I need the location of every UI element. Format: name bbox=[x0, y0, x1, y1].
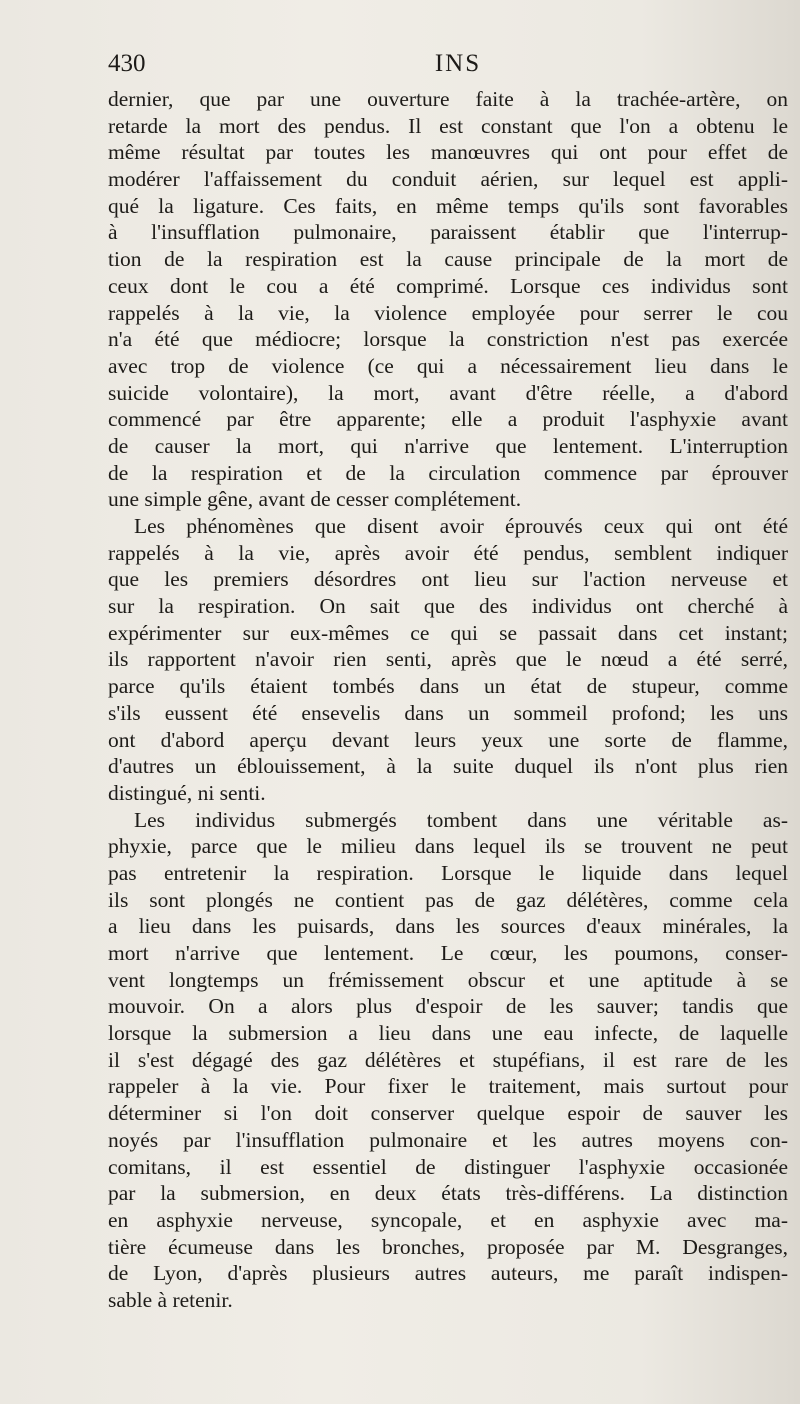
text-line: d'autres un éblouissement, à la suite duquel ils n'ont plus rien bbox=[108, 754, 788, 779]
text-line: sable à retenir. bbox=[108, 1287, 233, 1312]
text-line: ont d'abord aperçu devant leurs yeux une sorte de flamme, bbox=[108, 727, 788, 752]
text-line: Les individus submergés tombent dans une véritable as- bbox=[134, 807, 788, 832]
text-line: de la respiration et de la circulation commence par éprouver bbox=[108, 460, 788, 485]
text-line: n'a été que médiocre; lorsque la constriction n'est pas exercée bbox=[108, 327, 788, 352]
text-line: ils rapportent n'avoir rien senti, après que le nœud a été serré, bbox=[108, 647, 788, 672]
text-line: expérimenter sur eux-mêmes ce qui se passait dans cet instant; bbox=[108, 620, 788, 645]
page-number: 430 bbox=[108, 50, 146, 77]
text-line: noyés par l'insufflation pulmonaire et les autres moyens con- bbox=[108, 1127, 788, 1152]
text-line: ceux dont le cou a été comprimé. Lorsque ces individus sont bbox=[108, 273, 788, 298]
text-line: à l'insufflation pulmonaire, paraissent établir que l'interrup- bbox=[108, 220, 788, 245]
text-line: déterminer si l'on doit conserver quelque espoir de sauver les bbox=[108, 1101, 788, 1126]
page-header bbox=[108, 50, 788, 84]
text-line: de causer la mort, qui n'arrive que lentement. L'interruption bbox=[108, 433, 788, 458]
text-line: Les phénomènes que disent avoir éprouvés ceux qui ont été bbox=[134, 514, 788, 538]
text-line: a lieu dans les puisards, dans les sources d'eaux minérales, la bbox=[108, 914, 788, 939]
text-line: il s'est dégagé des gaz délétères et stupéfians, il est rare de les bbox=[108, 1047, 788, 1072]
text-line: distingué, ni senti. bbox=[108, 780, 266, 805]
text-line: sur la respiration. On sait que des individus ont cherché à bbox=[108, 594, 788, 619]
text-line: suicide volontaire), la mort, avant d'être réelle, a d'abord bbox=[108, 380, 788, 405]
text-line: modérer l'affaissement du conduit aérien, sur lequel est appli- bbox=[108, 167, 788, 192]
text-line: mort n'arrive que lentement. Le cœur, les poumons, conser- bbox=[108, 941, 788, 965]
text-line: retarde la mort des pendus. Il est constant que l'on a obtenu le bbox=[108, 113, 788, 138]
text-line: même résultat par toutes les manœuvres qui ont pour effet de bbox=[108, 140, 788, 165]
text-line: qué la ligature. Ces faits, en même temps qu'ils sont favorables bbox=[108, 193, 788, 218]
text-line: phyxie, parce que le milieu dans lequel ils se trouvent ne peut bbox=[108, 834, 788, 859]
text-line: s'ils eussent été ensevelis dans un sommeil profond; les uns bbox=[108, 700, 788, 725]
text-line: de Lyon, d'après plusieurs autres auteurs, me paraît indispen- bbox=[108, 1261, 788, 1286]
text-line: lorsque la submersion a lieu dans une eau infecte, de laquelle bbox=[108, 1021, 788, 1046]
text-line: commencé par être apparente; elle a produit l'asphyxie avant bbox=[108, 407, 788, 432]
running-head: INS bbox=[434, 50, 482, 77]
text-line: une simple gêne, avant de cesser complétement. bbox=[108, 487, 522, 512]
text-line: tière écumeuse dans les bronches, proposée par M. Desgranges, bbox=[108, 1234, 788, 1259]
text-line: rappeler à la vie. Pour fixer le traitement, mais surtout pour bbox=[108, 1074, 788, 1099]
text-line: comitans, il est essentiel de distinguer l'asphyxie occasionée bbox=[108, 1154, 788, 1179]
body-text bbox=[108, 86, 788, 1314]
text-line: ils sont plongés ne contient pas de gaz délétères, comme cela bbox=[108, 887, 788, 912]
text-line: avec trop de violence (ce qui a nécessairement lieu dans le bbox=[108, 353, 788, 378]
text-line: parce qu'ils étaient tombés dans un état de stupeur, comme bbox=[108, 674, 788, 699]
text-line: pas entretenir la respiration. Lorsque le liquide dans lequel bbox=[108, 860, 788, 885]
text-line: rappelés à la vie, après avoir été pendus, semblent indiquer bbox=[108, 540, 788, 565]
text-line: rappelés à la vie, la violence employée pour serrer le cou bbox=[108, 300, 788, 325]
text-line: tion de la respiration est la cause principale de la mort de bbox=[108, 247, 788, 272]
text-line: mouvoir. On a alors plus d'espoir de les sauver; tandis que bbox=[108, 994, 788, 1019]
text-line: dernier, que par une ouverture faite à la trachée-artère, on bbox=[108, 87, 788, 111]
text-line: en asphyxie nerveuse, syncopale, et en asphyxie avec ma- bbox=[108, 1207, 788, 1232]
text-line: vent longtemps un frémissement obscur et une aptitude à se bbox=[108, 967, 788, 992]
text-line: que les premiers désordres ont lieu sur l'action nerveuse et bbox=[108, 567, 788, 592]
text-line: par la submersion, en deux états très-différens. La distinction bbox=[108, 1181, 788, 1206]
